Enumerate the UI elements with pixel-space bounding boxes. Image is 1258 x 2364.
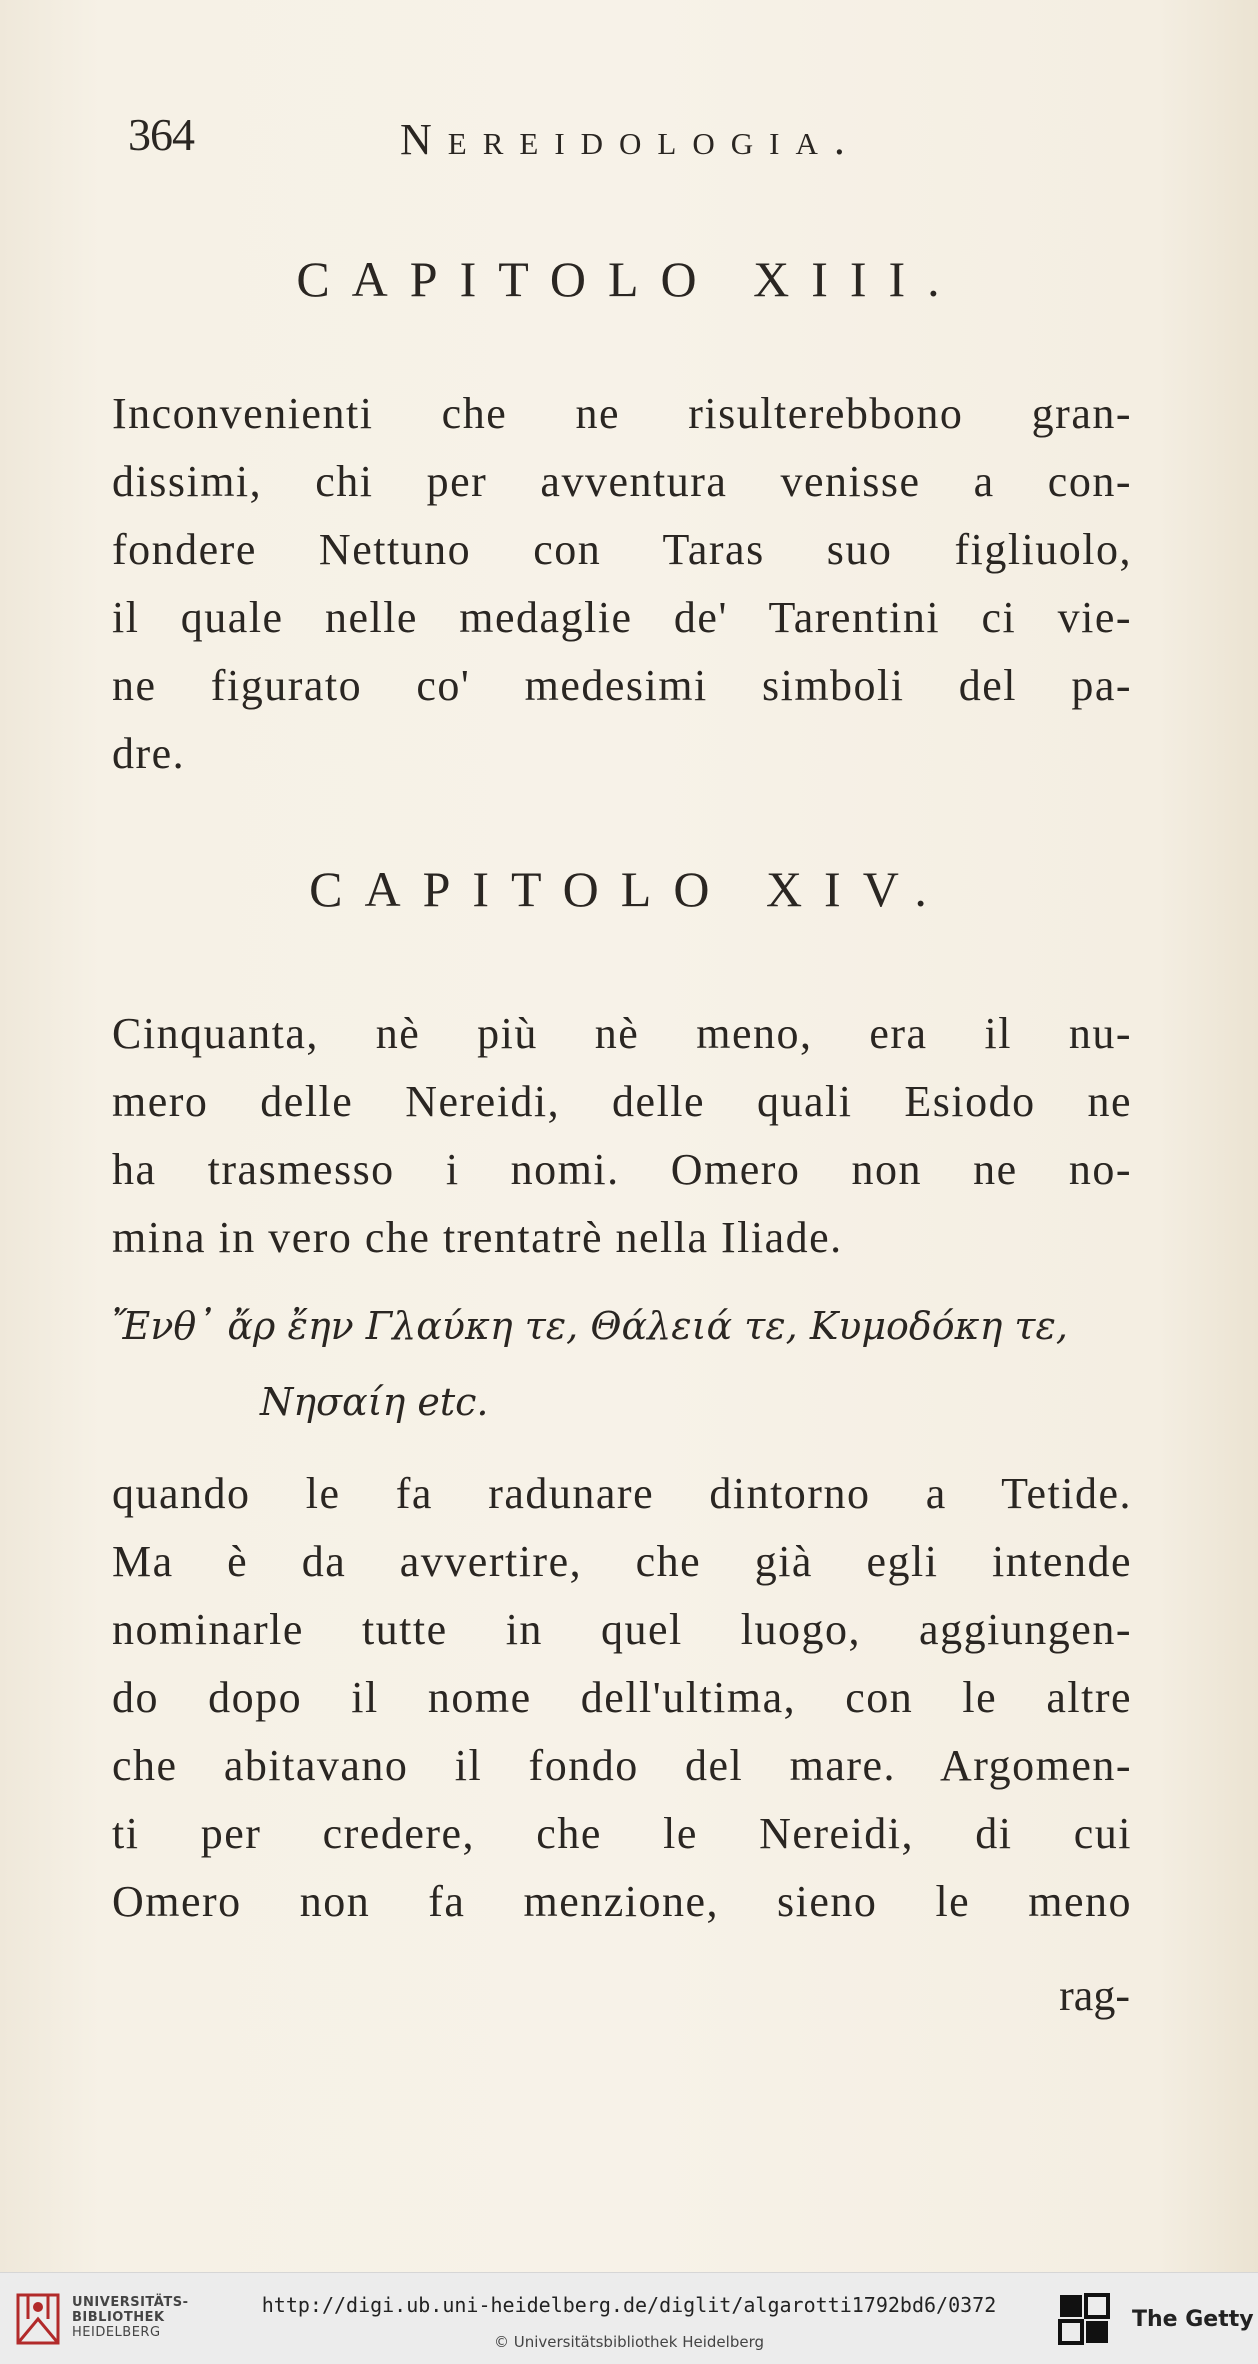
footer-bar <box>0 2272 1258 2364</box>
text-line: Cinquanta, nè più nè meno, era il nu- <box>112 1009 1132 1058</box>
text-line: dissimi, chi per avventura venisse a con- <box>112 457 1132 506</box>
chapter-14-paragraph-continued <box>112 1460 1132 1936</box>
text-line: che abitavano il fondo del mare. Argomen- <box>112 1741 1132 1790</box>
text-line: do dopo il nome dell'ultima, con le altre <box>112 1673 1132 1722</box>
text-line: fondere Nettuno con Taras suo figliuolo, <box>112 525 1132 574</box>
page-number: 364 <box>128 109 194 160</box>
getty-logo-icon <box>1058 2293 1110 2345</box>
text-line: Ma è da avvertire, che già egli intende <box>112 1537 1132 1586</box>
copyright-notice: © Universitätsbibliothek Heidelberg <box>493 2333 764 2351</box>
library-name-line: HEIDELBERG <box>72 2325 161 2340</box>
text-line: ha trasmesso i nomi. Omero non ne no- <box>112 1145 1132 1194</box>
greek-quotation <box>112 1288 1132 1440</box>
text-line: quando le fa radunare dintorno a Tetide. <box>112 1469 1132 1518</box>
chapter-14-heading: CAPITOLO XIV. <box>309 861 949 917</box>
text-line: nominarle tutte in quel luogo, aggiungen- <box>112 1605 1132 1654</box>
text-line: Omero non fa menzione, sieno le meno <box>112 1877 1132 1926</box>
chapter-13-paragraph <box>112 380 1132 788</box>
text-line: ne figurato co' medesimi simboli del pa- <box>112 661 1132 710</box>
greek-line: Νησαίη etc. <box>260 1380 489 1424</box>
library-name-line: UNIVERSITÄTS- <box>72 2295 189 2310</box>
getty-name: The Getty <box>1132 2307 1254 2332</box>
text-line: mina in vero che trentatrè nella Iliade. <box>112 1213 843 1262</box>
text-line: il quale nelle medaglie de' Tarentini ci vie- <box>112 593 1132 642</box>
text-line: ti per credere, che le Nereidi, di cui <box>112 1809 1132 1858</box>
chapter-14-paragraph <box>112 1000 1132 1272</box>
library-name-line: BIBLIOTHEK <box>72 2310 165 2325</box>
text-line: mero delle Nereidi, delle quali Esiodo ne <box>112 1077 1132 1126</box>
chapter-13-heading: CAPITOLO XIII. <box>296 251 962 307</box>
page-header <box>128 108 1128 168</box>
text-line: Inconvenienti che ne risulterebbono gran- <box>112 389 1132 438</box>
greek-line: Ἔνθ᾽ ἄρ ἔην Γλαύκη τε, Θάλειά τε, Κυμοδόκη τε, <box>112 1304 1068 1348</box>
running-title: Nereidologia. <box>400 115 861 164</box>
text-line: dre. <box>112 729 186 778</box>
catchword: rag- <box>1059 1971 1130 2020</box>
permalink-url[interactable]: http://digi.ub.uni-heidelberg.de/diglit/algarotti1792bd6/0372 <box>261 2293 997 2317</box>
